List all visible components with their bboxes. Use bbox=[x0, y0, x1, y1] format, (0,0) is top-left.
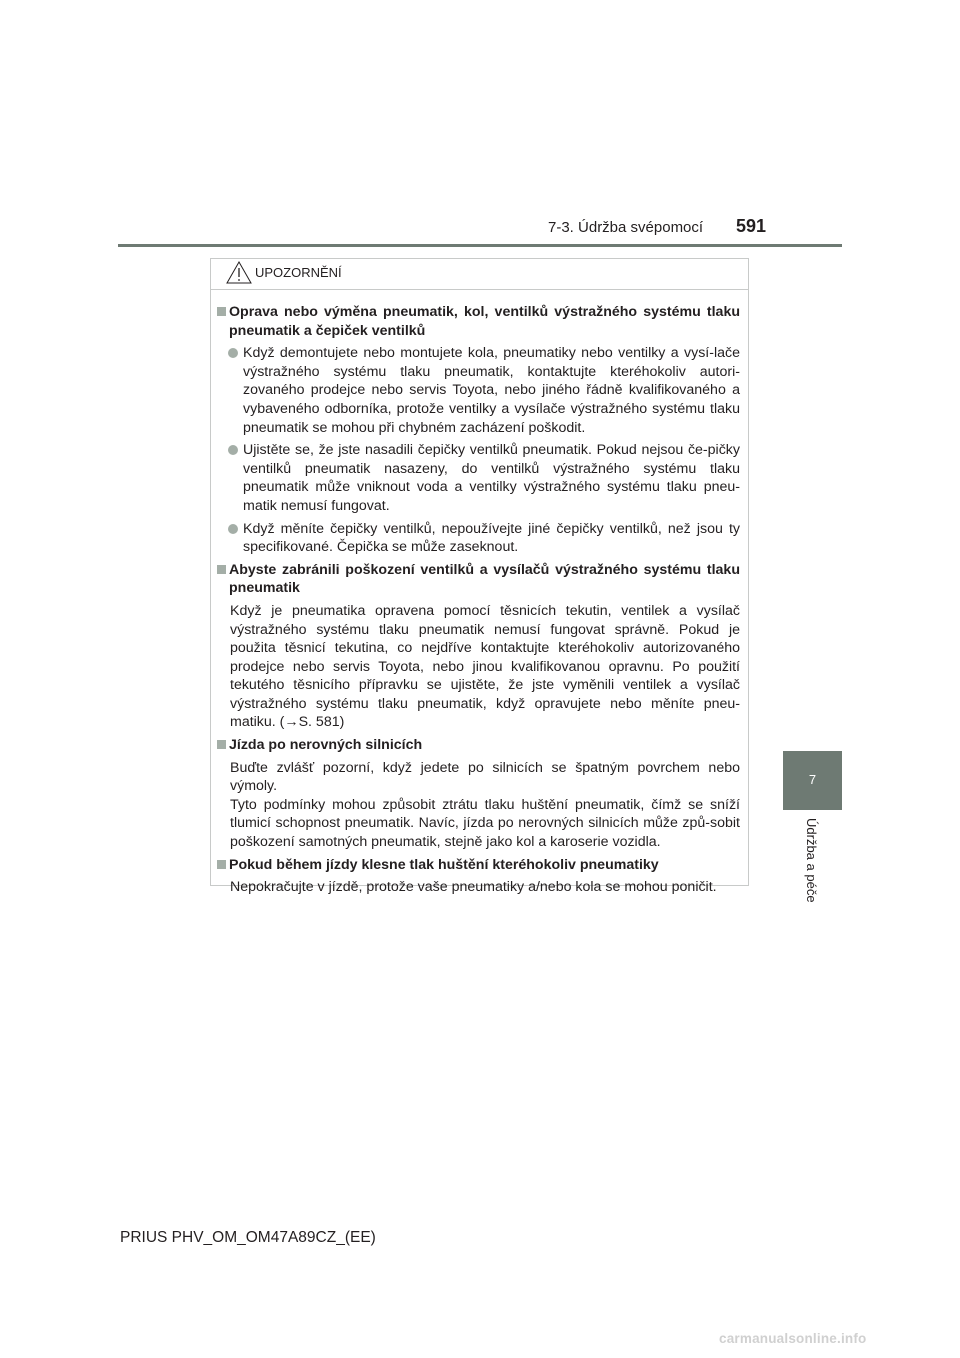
paragraph: Buďte zvlášť pozorní, když jedete po silnicích se špatným povrchem nebo výmoly. Tyto podmínky mohou způsobit ztrátu tlaku huštění pneumatik, čímž se sníží tlumicí schopnost pneumatik. Navíc, jízda po nerovných silnicích může způ-sobit poškození samotných pneumatik, stejně jako kol a karoserie vozidla. bbox=[230, 759, 740, 851]
bullet-text: Když demontujete nebo montujete kola, pneumatiky nebo ventilky a vysí-lače výstražného systému tlaku pneumatik, kontaktujte kteréhokoliv autori-zovaného prodejce nebo servis Toyota, nebo jiného řádně kvalifikovaného a vybaveného odborníka, protože ventilky a vysílače výstražného systému tlaku pneumatik se mohou při chybném zacházení poškodit. bbox=[243, 345, 740, 436]
section-header: 7-3. Údržba svépomocí bbox=[548, 219, 704, 236]
square-bullet-icon bbox=[217, 860, 226, 869]
bullet-text: Ujistěte se, že jste nasadili čepičky ventilků pneumatik. Pokud nejsou če-pičky ventilků pneumatik nasazeny, do ventilků výstražného systému tlaku pneumatik může vniknout voda a ventilky výstražného systému tlaku pneu-matik nemusí fungovat. bbox=[243, 442, 740, 514]
list-item bbox=[217, 441, 740, 515]
heading-text: Oprava nebo výměna pneumatik, kol, ventilků výstražného systému tlaku pneumatik a čepiček ventilků bbox=[229, 304, 740, 339]
footer-model-code: PRIUS PHV_OM_OM47A89CZ_(EE) bbox=[120, 1229, 376, 1246]
header-rule bbox=[118, 244, 842, 247]
warning-triangle-icon bbox=[225, 259, 253, 285]
warning-heading bbox=[217, 856, 740, 875]
watermark: carmanualsonline.info bbox=[719, 1331, 867, 1346]
paragraph: Když je pneumatika opravena pomocí těsnicích tekutin, ventilek a vysílač výstražného systému tlaku pneumatik nemusí fungovat správně. Pokud je použita těsnicí tekutina, co nejdříve kontaktujte kteréhokoliv autorizovaného prodejce nebo servis Toyota, nebo jinou kvalifikovanou opravnu. Po použití tekutého těsnicího přípravku se ujistěte, že jste vyměnili ventilek a vysílač výstražného systému tlaku pneumatik, když opravujete nebo měníte pneu-matiku. (→S. 581) bbox=[230, 602, 740, 731]
list-item bbox=[217, 344, 740, 437]
square-bullet-icon bbox=[217, 740, 226, 749]
warning-heading bbox=[217, 303, 740, 340]
warning-content bbox=[217, 299, 740, 897]
round-bullet-icon bbox=[228, 348, 238, 358]
square-bullet-icon bbox=[217, 565, 226, 574]
round-bullet-icon bbox=[228, 445, 238, 455]
warning-header bbox=[211, 259, 748, 290]
chapter-number: 7 bbox=[808, 772, 817, 787]
warning-heading bbox=[217, 561, 740, 598]
round-bullet-icon bbox=[228, 524, 238, 534]
warning-heading bbox=[217, 736, 740, 755]
chapter-title: Údržba a péče bbox=[804, 818, 819, 903]
heading-text: Jízda po nerovných silnicích bbox=[229, 737, 423, 754]
bullet-text: Když měníte čepičky ventilků, nepoužívejte jiné čepičky ventilků, než jsou ty specifikované. Čepička se může zaseknout. bbox=[243, 520, 740, 556]
square-bullet-icon bbox=[217, 307, 226, 316]
warning-box bbox=[210, 258, 749, 896]
list-item bbox=[217, 520, 740, 557]
heading-text: Pokud během jízdy klesne tlak huštění kteréhokoliv pneumatiky bbox=[229, 856, 659, 873]
page-number: 591 bbox=[736, 216, 767, 236]
paragraph: Nepokračujte v jízdě, protože vaše pneumatiky a/nebo kola se mohou poničit. bbox=[230, 879, 717, 896]
heading-text: Abyste zabránili poškození ventilků a vysílačů výstražného systému tlaku pneumatik bbox=[229, 561, 740, 597]
warning-title: UPOZORNĚNÍ bbox=[255, 265, 342, 280]
